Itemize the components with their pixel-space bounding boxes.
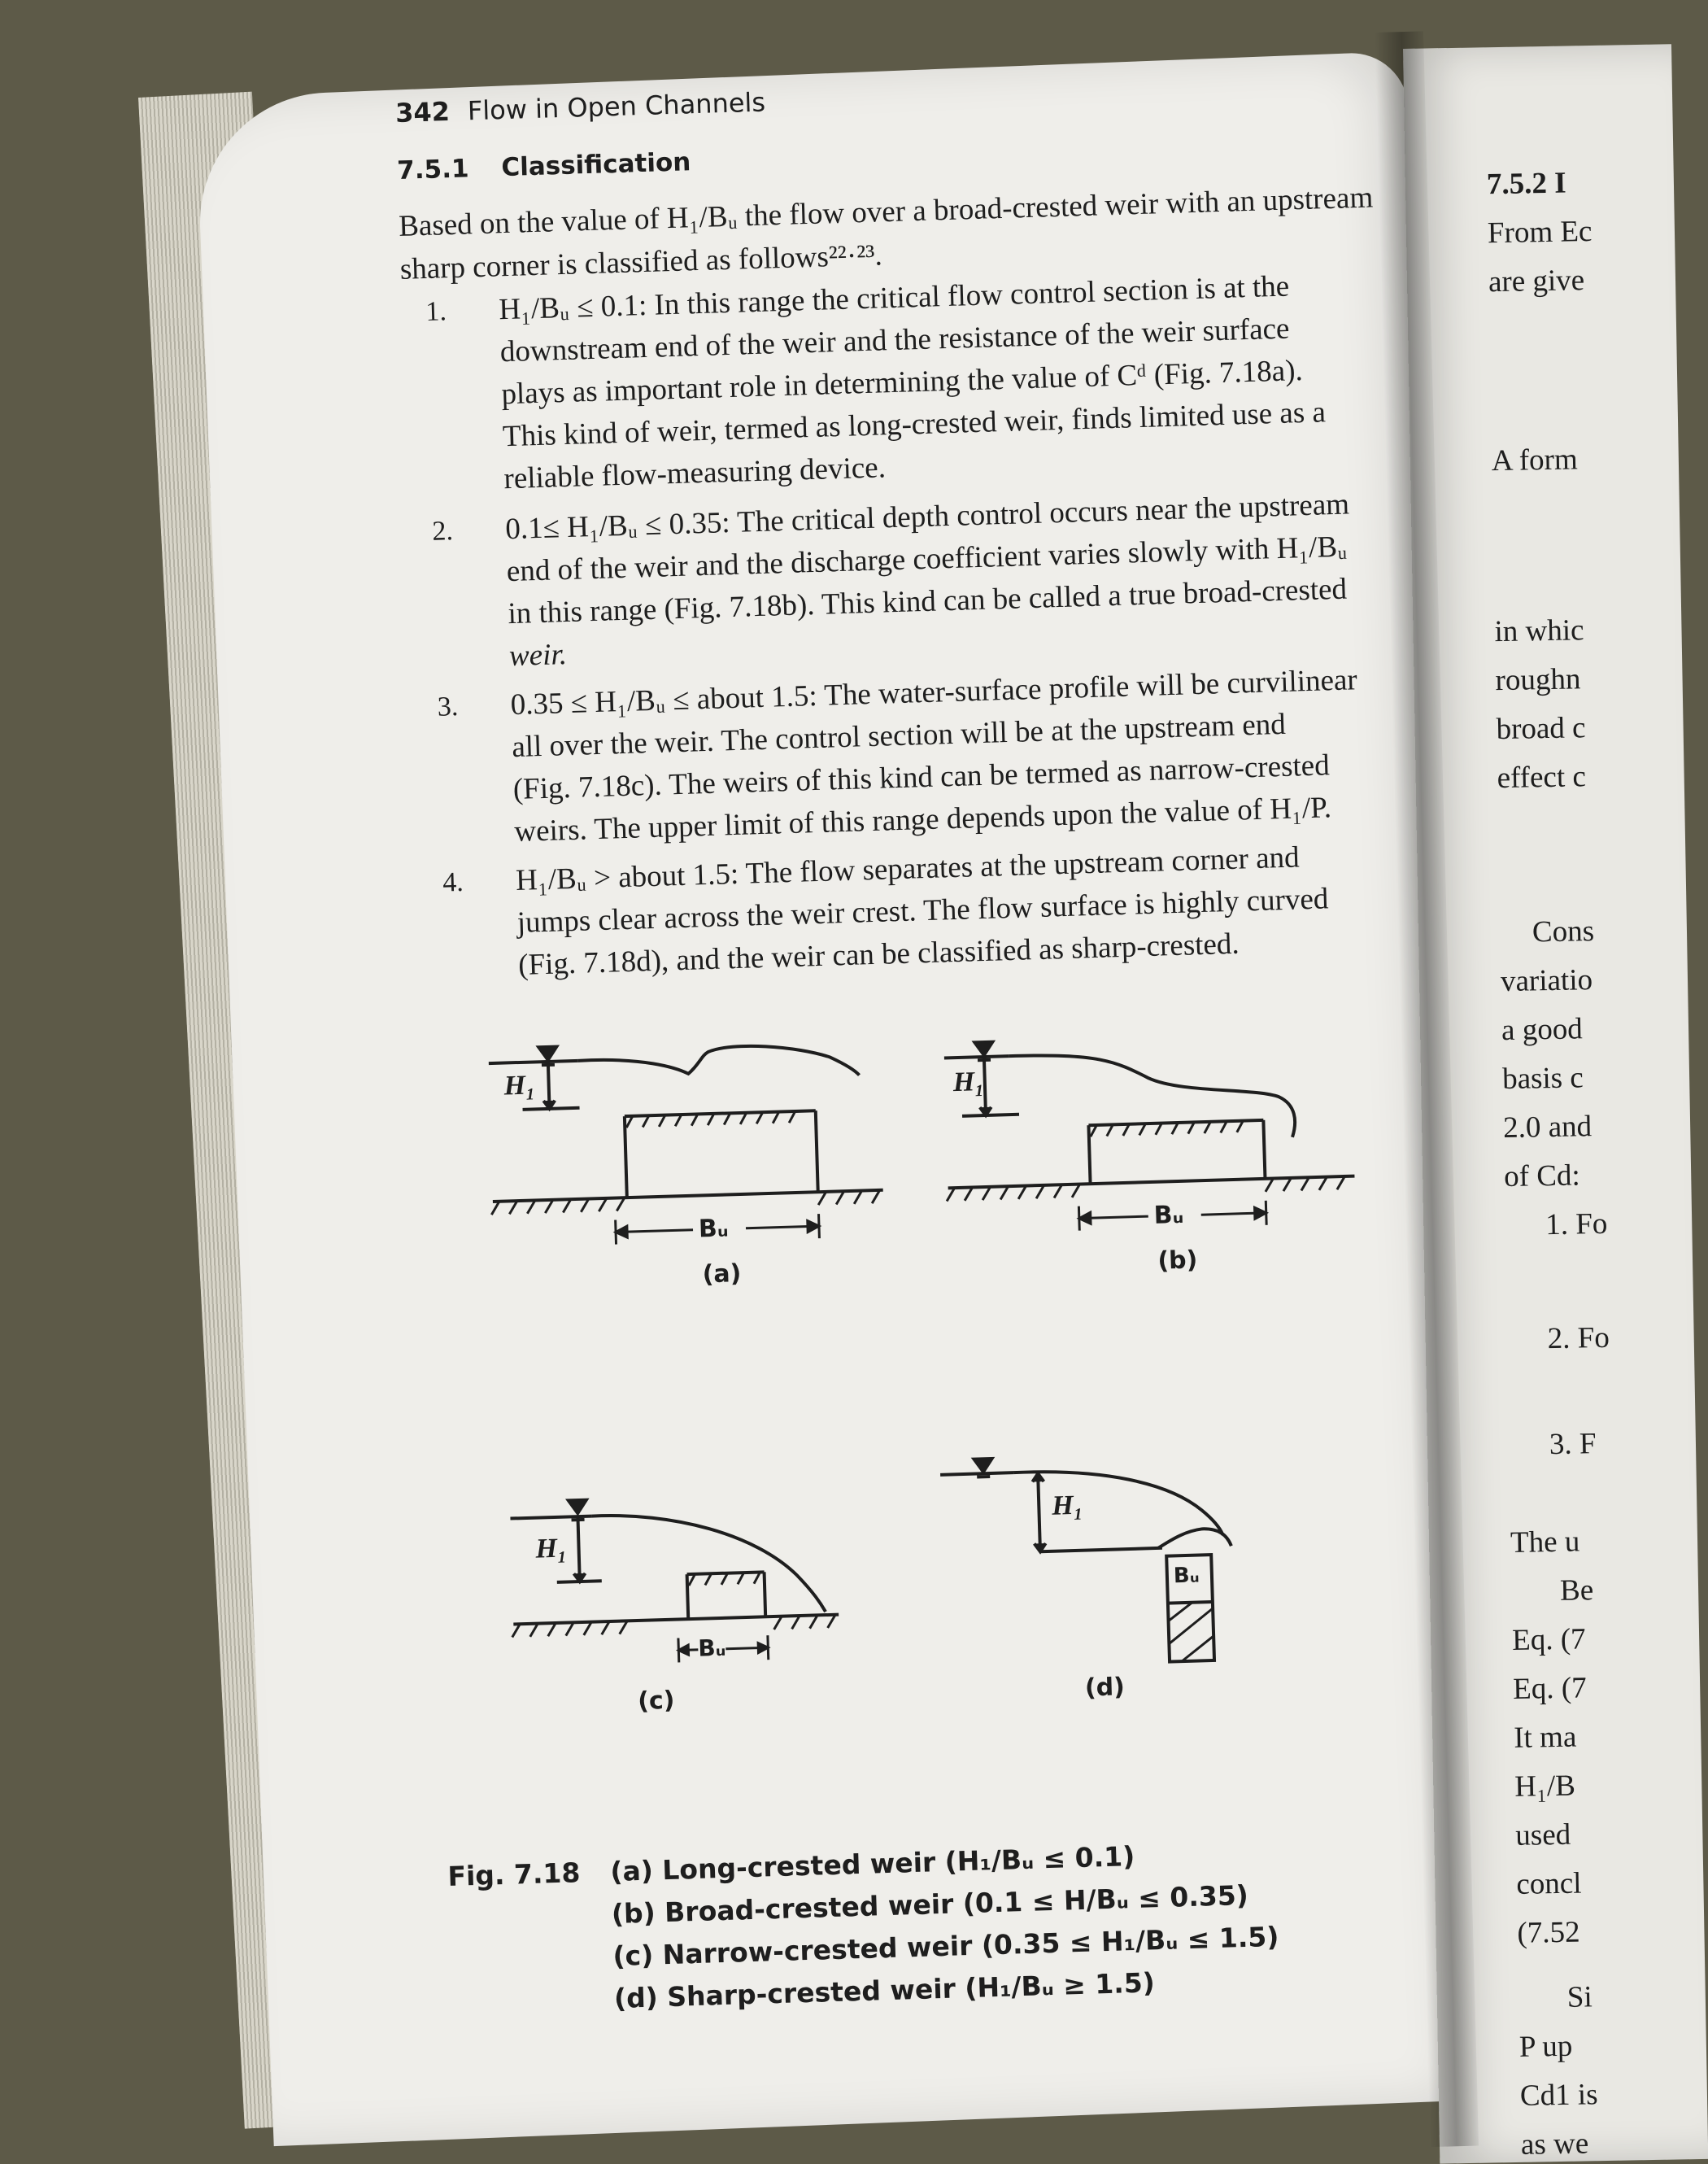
right-page-line: effect c: [1497, 761, 1586, 793]
list-item-line: (Fig. 7.18c). The weirs of this kind can be termed as narrow-crested: [512, 750, 1330, 805]
section-title: Classification: [501, 147, 691, 182]
right-page-line: variatio: [1501, 965, 1593, 997]
head-label: H₁: [1052, 1490, 1083, 1522]
right-page-line: P up: [1519, 2031, 1573, 2062]
list-item-line: end of the weir and the discharge coefficient varies slowly with H₁/Bᵤ: [506, 532, 1347, 587]
panel-label: (c): [638, 1686, 675, 1716]
right-page-line: used: [1515, 1820, 1571, 1851]
list-item-line: reliable flow-measuring device.: [503, 452, 886, 494]
width-label: Bᵤ: [699, 1214, 730, 1243]
right-page-line: The u: [1510, 1526, 1580, 1557]
right-page-line: Si: [1567, 1982, 1593, 2013]
figure-caption-line: (c) Narrow-crested weir (0.35 ≤ H₁/Bᵤ ≤ 1.5): [612, 1921, 1279, 1972]
list-item-line: jumps clear across the weir crest. The flow surface is highly curved: [516, 883, 1329, 938]
intro-line: sharp corner is classified as follows²²·²³.: [399, 240, 882, 285]
right-page-line: Eq. (7: [1513, 1673, 1587, 1704]
head-label: H₁: [952, 1067, 984, 1098]
running-header: [395, 86, 766, 128]
width-label: Bᵤ: [1173, 1563, 1200, 1588]
running-title: Flow in Open Channels: [467, 86, 765, 126]
weir-diagram-c: [509, 1468, 873, 1665]
panel-label: (a): [702, 1259, 742, 1289]
weir-diagram-a: [488, 1019, 917, 1234]
list-number: 3.: [437, 692, 459, 723]
weir-diagram-d: [939, 1430, 1288, 1676]
width-label: Bᵤ: [1153, 1201, 1184, 1230]
right-page-line: 1. Fo: [1545, 1209, 1608, 1240]
list-item-line: weirs. The upper limit of this range depends upon the value of H₁/P.: [514, 792, 1332, 847]
list-item-line: This kind of weir, termed as long-crested weir, finds limited use as a: [502, 397, 1326, 452]
right-page-line: 2.0 and: [1503, 1111, 1593, 1143]
right-page-line: in whic: [1494, 615, 1584, 647]
list-item-line: 0.1≤ H₁/Bᵤ ≤ 0.35: The critical depth control occurs near the upstream: [505, 489, 1350, 544]
right-page-line: 2. Fo: [1547, 1323, 1610, 1354]
right-page-line: H₁/B: [1514, 1771, 1575, 1802]
page-number: 342: [395, 96, 451, 129]
list-item-line: all over the weir. The control section will be at the upstream end: [512, 709, 1286, 762]
list-item-line: in this range (Fig. 7.18b). This kind can be called a true broad-crested: [508, 574, 1348, 630]
page-content: [394, 51, 1457, 2033]
figure-caption-title: Fig. 7.18: [447, 1856, 581, 1892]
panel-label: (d): [1084, 1673, 1125, 1702]
intro-line: Based on the value of H₁/Bᵤ the flow over a broad-crested weir with an upstream: [399, 182, 1374, 242]
list-number: 2.: [432, 516, 454, 548]
list-number: 1.: [425, 296, 447, 328]
right-page-text: [1403, 44, 1671, 49]
head-label: H₁: [503, 1070, 535, 1102]
list-item-line: plays as important role in determining the value of Cᵈ (Fig. 7.18a).: [501, 356, 1303, 409]
right-page-line: Cons: [1532, 916, 1595, 947]
right-page-line: Be: [1560, 1575, 1594, 1606]
right-page-line: a good: [1501, 1014, 1583, 1045]
list-number: 4.: [442, 867, 464, 899]
right-page-line: (7.52: [1517, 1917, 1580, 1948]
right-page-line: A form: [1492, 444, 1578, 476]
section-number: 7.5.1: [397, 154, 469, 185]
section-heading: [397, 147, 691, 185]
right-page-line: It ma: [1514, 1722, 1577, 1753]
figure-caption-line: (a) Long-crested weir (H₁/Bᵤ ≤ 0.1): [610, 1840, 1135, 1887]
right-page-line: broad c: [1496, 713, 1586, 744]
panel-label: (b): [1157, 1246, 1198, 1275]
list-item-line: (Fig. 7.18d), and the weir can be classified as sharp-crested.: [518, 929, 1240, 980]
right-page-line: roughn: [1495, 664, 1580, 696]
right-page-line: 3. F: [1549, 1429, 1597, 1459]
figure-caption-line: (d) Sharp-crested weir (H₁/Bᵤ ≥ 1.5): [613, 1966, 1155, 2014]
width-label: Bᵤ: [698, 1634, 726, 1662]
right-page-line: Cd1 is: [1520, 2079, 1598, 2111]
right-page-line: Eq. (7: [1512, 1624, 1586, 1656]
weir-diagram-b: [943, 1013, 1372, 1228]
right-page-line: 7.5.2 I: [1487, 168, 1566, 200]
figure-caption-line: (b) Broad-crested weir (0.1 ≤ H/Bᵤ ≤ 0.35): [611, 1879, 1248, 1930]
right-page-line: of Cd:: [1504, 1160, 1580, 1192]
head-label: H₁: [535, 1534, 567, 1565]
list-item-line: H₁/Bᵤ > about 1.5: The flow separates at the upstream corner and: [516, 842, 1300, 896]
list-item-line: downstream end of the weir and the resistance of the weir surface: [499, 313, 1290, 367]
list-item-line: H₁/Bᵤ ≤ 0.1: In this range the critical flow control section is at the: [499, 271, 1290, 325]
right-page-line: basis c: [1502, 1062, 1584, 1094]
list-item-line: weir.: [508, 639, 567, 671]
right-page-line: concl: [1516, 1869, 1582, 1900]
right-page-line: are give: [1488, 265, 1585, 297]
right-page-line: From Ec: [1488, 216, 1593, 248]
right-page-line: as we: [1521, 2128, 1589, 2159]
list-item-line: 0.35 ≤ H₁/Bᵤ ≤ about 1.5: The water-surface profile will be curvilinear: [510, 665, 1357, 720]
